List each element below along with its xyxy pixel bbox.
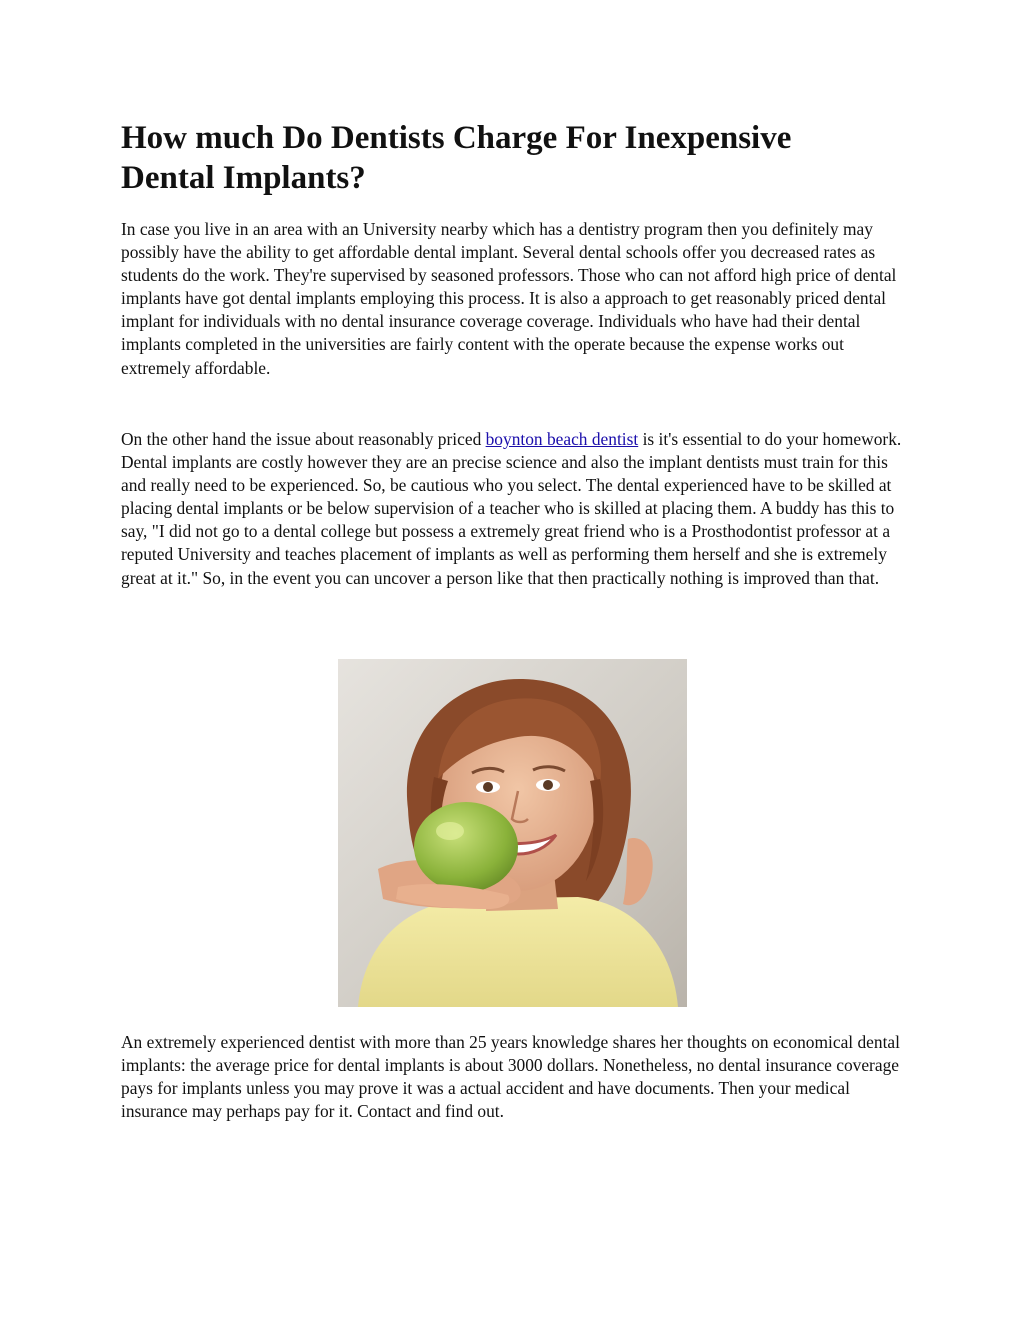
paragraph-1: In case you live in an area with an University nearby which has a dentistry program then you definitely may possibly have the ability to get affordable dental implant. Several dental schools offer you decreased rates as students do the work. They're supervised by seasoned professors. Those who can not afford high price of dental implants have got dental implants employing this process. It is also a approach to get reasonably priced dental implant for individuals with no dental insurance coverage coverage. Individuals who have had their dental implants completed in the universities are fairly content with the operate because the expense works out extremely affordable. [121,219,897,378]
title-line-2: Dental Implants? [121,160,366,196]
boynton-beach-dentist-link[interactable]: boynton beach dentist [485,429,639,449]
article [121,118,911,1122]
paragraph-2 [121,428,911,590]
paragraph-3: An extremely experienced dentist with more than 25 years knowledge shares her thoughts on economical dental implants: the average price for dental implants is about 3000 dollars. Nonetheless, no dental insurance coverage pays for implants unless you may prove it was a actual accident and have documents. Then your medical insurance may perhaps pay for it. Contact and find out. [121,1032,900,1122]
paragraph-2-text-start: On the other hand the issue about reasonably priced [121,429,486,449]
woman-with-apple-photo [338,659,687,1007]
paragraph-2-text-end: is it's essential to do your homework. Dental implants are costly however they are an precise science and also the implant dentists must train for this and really need to be experienced. So, be cautious who you select. The dental experienced have to be skilled at placing dental implants or be below supervision of a teacher who is skilled at placing them. A buddy has this to say, "I did not go to a dental college but possess a extremely great friend who is a Prosthodontist professor at a reputed University and teaches placement of implants as well as performing them herself and she is extremely great at it." So, in the event you can uncover a person like that then practically nothing is improved than that. [121,429,902,588]
article-title [121,118,911,198]
title-line-1: How much Do Dentists Charge For Inexpensive [121,120,792,156]
